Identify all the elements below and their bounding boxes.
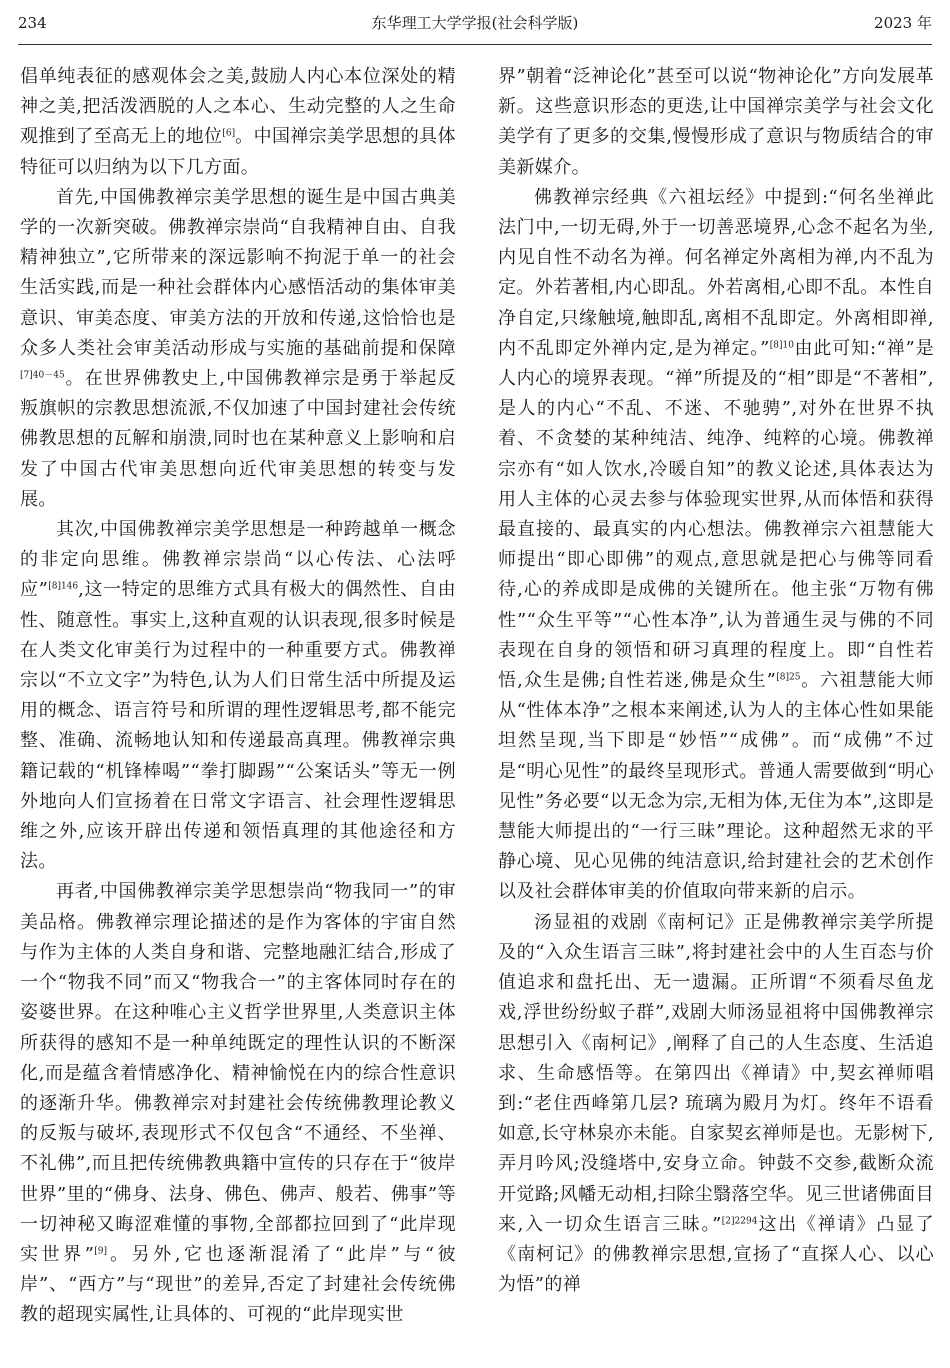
paragraph-continued xyxy=(498,62,934,183)
paragraph xyxy=(20,183,456,515)
citation: [6] xyxy=(222,129,236,140)
body-text: 。六祖慧能大师从“性体本净”之根本来阐述,认为人的主体心性如果能坦然呈现,当下即是“妙悟”“成佛”。而“成佛”不过是“明心见性”的最终呈现形式。普通人需要做到“明心见性”务必要“以无念为宗,无相为体,无住为本”,这即是慧能大师提出的“一行三昧”理论。这种超然无求的平静心境、见心见佛的纯洁意识,给封建社会的艺术创作以及社会群体审美的价值取向带来新的启示。 xyxy=(498,670,934,903)
paragraph xyxy=(20,515,456,877)
body-text: 。在世界佛教史上,中国佛教禅宗是勇于举起反叛旗帜的宗教思想流派,不仅加速了中国封建社会传统佛教思想的瓦解和崩溃,同时也在某种意义上影响和启发了中国古代审美思想向近代审美思想的转变与发展。 xyxy=(20,368,456,510)
citation: [7]40－45 xyxy=(20,370,65,381)
page-number: 234 xyxy=(18,14,47,32)
body-text: ,这一特定的思维方式具有极大的偶然性、自由性、随意性。事实上,这种直观的认识表现,很多时候是在人类文化审美行为过程中的一种重要方式。佛教禅宗以“不立文字”为特色,认为人们日常生活中所提及运用的概念、语言符号和所谓的理性逻辑思考,都不能完整、准确、流畅地认知和传递最高真理。佛教禅宗典籍记载的“机锋棒喝”“拳打脚踢”“公案话头”等无一例外地向人们宣扬着在日常文字语言、社会理性逻辑思维之外,应该开辟出传递和领悟真理的其他途径和方法。 xyxy=(20,579,456,873)
paragraph xyxy=(498,183,934,908)
body-text: 由此可知:“禅”是人内心的境界表现。“禅”所提及的“相”即是“不著相”,是人的内心“不乱、不迷、不驰骋”,对外在世界不执着、不贪婪的某种纯洁、纯净、纯粹的心境。佛教禅宗亦有“如人饮水,冷暖自知”的教义论述,具体表达为用人主体的心灵去参与体验现实世界,从而体悟和获得最直接的、最真实的内心想法。佛教禅宗六祖慧能大师提出“即心即佛”的观点,意思就是把心与佛等同看待,心的养成即是成佛的关键所在。他主张“万物有佛性”“众生平等”“心性本净”,认为普通生灵与佛的不同表现在自身的领悟和研习真理的程度上。即“自性若悟,众生是佛;自性若迷,佛是众生” xyxy=(498,337,934,692)
citation: [8]25 xyxy=(776,672,801,683)
body-text: 这出《禅请》凸显了《南柯记》的佛教禅宗思想,宣扬了“直探人心、以心为悟”的禅 xyxy=(498,1213,934,1296)
paragraph xyxy=(498,908,934,1301)
body-text: 其次,中国佛教禅宗美学思想是一种跨越单一概念的非定向思维。佛教禅宗崇尚“以心传法、心法呼应” xyxy=(20,519,456,601)
journal-title: 东华理工大学学报(社会科学版) xyxy=(371,14,579,32)
body-text: 佛教禅宗经典《六祖坛经》中提到:“何名坐禅此法门中,一切无碍,外于一切善恶境界,心念不起名为坐,内见自性不动名为禅。何名禅定外离相为禅,内不乱为定。外若著相,内心即乱。外若离相,心即不乱。本性自净自定,只缘触境,触即乱,离相不乱即定。外离相即禅,内不乱即定外禅内定,是为禅定。” xyxy=(498,186,934,359)
header-rule xyxy=(18,44,932,45)
right-column xyxy=(498,62,934,1300)
paragraph-continued xyxy=(20,62,456,183)
body-text: 。中国禅宗美学思想的具体特征可以归纳为以下几方面。 xyxy=(20,126,456,178)
citation: [2]2294 xyxy=(721,1216,758,1227)
body-text: 汤显祖的戏剧《南柯记》正是佛教禅宗美学所提及的“入众生语言三昧”,将封建社会中的人生百态与价值追求和盘托出、无一遗漏。正所谓“不须看尽鱼龙戏,浮世纷纷蚁子群”,戏剧大师汤显祖将中国佛教禅宗思想引入《南柯记》,阐释了自己的人生态度、生活追求、生命感悟等。在第四出《禅请》中,契玄禅师唱到:“老住西峰第几层? 琉璃为殿月为灯。终年不语看如意,长守林泉亦未能。自家契玄禅师是也。无影树下,弄月吟风;没缝塔中,安身立命。钟鼓不交参,截断众流开觉路;风幡无动相,扫除尘翳落空华。见三世诸佛面目来,入一切众生语言三昧。” xyxy=(498,911,934,1235)
body-text: 界”朝着“泛神论化”甚至可以说“物神论化”方向发展革新。这些意识形态的更迭,让中国禅宗美学与社会文化美学有了更多的交集,慢慢形成了意识与物质结合的审美新媒介。 xyxy=(498,66,934,178)
running-header xyxy=(18,8,932,38)
publication-year: 2023 年 xyxy=(874,14,932,32)
left-column xyxy=(20,62,456,1331)
body-text: 倡单纯表征的感观体会之美,鼓励人内心本位深处的精神之美,把活泼洒脱的人之本心、生动完整的人之生命观推到了至高无上的地位 xyxy=(20,66,456,148)
body-text: 。另外,它也逐渐混淆了“此岸”与“彼岸”、“西方”与“现世”的差异,否定了封建社会传统佛教的超现实属性,让具体的、可视的“此岸现实世 xyxy=(20,1243,456,1326)
citation: [8]146 xyxy=(48,582,79,593)
paragraph xyxy=(20,877,456,1330)
body-text: 再者,中国佛教禅宗美学思想崇尚“物我同一”的审美品格。佛教禅宗理论描述的是作为客体的宇宙自然与作为主体的人类自身和谐、完整地融汇结合,形成了一个“物我不同”而又“物我合一”的主客体同时存在的姿婆世界。在这种唯心主义哲学世界里,人类意识主体所获得的感知不是一种单纯既定的理性认识的不断深化,而是蕴含着情感净化、精神愉悦在内的综合性意识的逐渐升华。佛教禅宗对封建社会传统佛教理论教义的反叛与破坏,表现形式不仅包含“不通经、不坐禅、不礼佛”,而且把传统佛教典籍中宣传的只存在于“彼岸世界”里的“佛身、法身、佛色、佛声、般若、佛事”等一切神秘又晦涩难懂的事物,全部都拉回到了“此岸现实世界” xyxy=(20,881,456,1265)
body-text: 首先,中国佛教禅宗美学思想的诞生是中国古典美学的一次新突破。佛教禅宗崇尚“自我精神自由、自我精神独立”,它所带来的深远影响不拘泥于单一的社会生活实践,而是一种社会群体内心感悟活动的集体审美意识、审美态度、审美方法的开放和传递,这恰恰也是众多人类社会审美活动形成与实施的基础前提和保障 xyxy=(20,186,456,359)
citation: [8]10 xyxy=(769,340,794,351)
citation: [9] xyxy=(94,1246,107,1257)
